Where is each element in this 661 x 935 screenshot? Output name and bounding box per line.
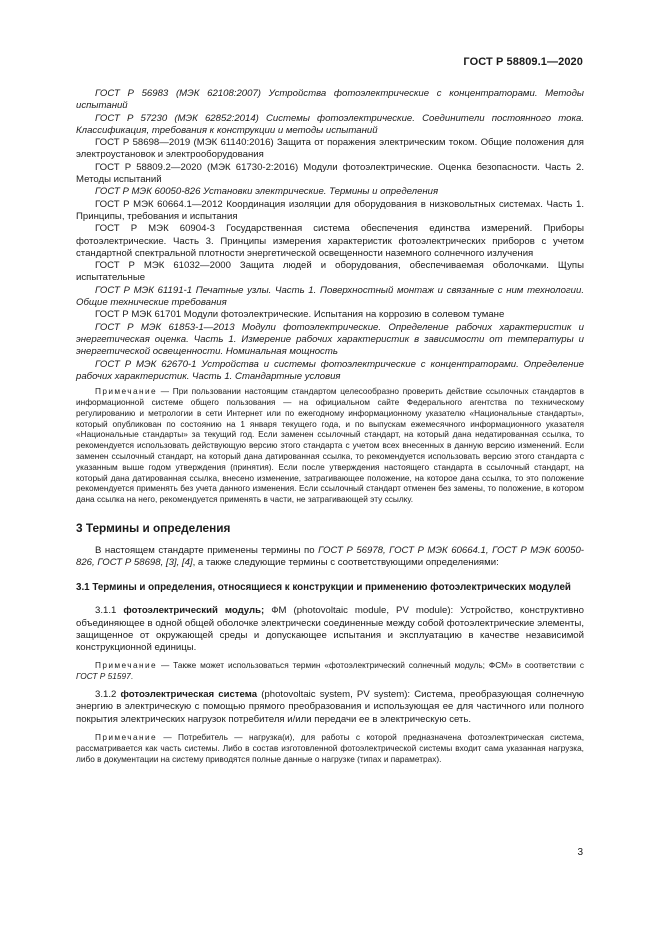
intro-text-end: , а также следующие термины с соответствующими определениями:: [192, 557, 499, 569]
term-definition-3-1-1: [76, 605, 584, 654]
term-note-3-1-1: [76, 660, 584, 682]
note-reference: ГОСТ Р 51597: [76, 671, 131, 682]
note-text: — При пользовании настоящим стандартом целесообразно проверить действие ссылочных стандартов в информационной системе общего пользования — на официальном сайте Федерального агентства по техническому регулированию и метрологии в сети Интернет или по ежегодному информационному указателю «Национальные стандарты», который опубликован по состоянию на 1 января текущего года, и по выпускам ежемесячного информационного указателя «Национальные стандарты» за текущий год. Если заменен ссылочный стандарт, на который дана недатированная ссылка, то рекомендуется использовать действующую версию этого стандарта с учетом всех внесенных в данную версию изменений. Если заменен ссылочный стандарт, на который дана датированная ссылка, то рекомендуется использовать версию этого стандарта с указанным выше годом утверждения (принятия). Если после утверждения настоящего стандарта в ссылочный стандарт, на который дана датированная ссылка, внесено изменение, затрагивающее положение, на которое дана ссылка, то это положение рекомендуется применять без учета данного изменения. Если ссылочный стандарт отменен без замены, то положение, в котором дана ссылка на него, рекомендуется применять в части, не затрагивающей эту ссылку.: [76, 386, 584, 505]
reference-item: ГОСТ Р 57230 (МЭК 62852:2014) Системы фотоэлектрические. Соединители постоянного тока. Классификация, требования к конструкции и методы испытаний: [76, 112, 584, 136]
term-definition-3-1-2: [76, 689, 584, 726]
note-label: Примечание: [95, 660, 158, 671]
reference-item: ГОСТ Р МЭК 61853-1—2013 Модули фотоэлектрические. Определение рабочих характеристик и энергетическая оценка. Часть 1. Измерение рабочих характеристик в зависимости от температуры и энергетической освещенности. Номинальная мощность: [76, 321, 584, 358]
reference-item: ГОСТ Р 58698—2019 (МЭК 61140:2016) Защита от поражения электрическим током. Общие положения для электроустановок и электрооборудования: [76, 137, 584, 161]
references-note: [76, 386, 584, 505]
term-name: фотоэлектрический модуль;: [123, 605, 265, 617]
page-number: 3: [577, 847, 583, 858]
document-code-header: ГОСТ Р 58809.1—2020: [463, 56, 583, 68]
section-intro: [76, 545, 584, 570]
section-title: 3 Термины и определения: [76, 520, 231, 535]
term-number: 3.1.2: [95, 689, 121, 701]
intro-text: В настоящем стандарте применены термины по: [95, 545, 319, 557]
reference-item: ГОСТ Р МЭК 61032—2000 Защита людей и оборудования, обеспечиваемая оболочками. Щупы испытательные: [76, 260, 584, 284]
note-text: — Также может использоваться термин «фотоэлектрический солнечный модуль; ФСМ» в соответствии с: [157, 660, 584, 671]
term-number: 3.1.1: [95, 605, 124, 617]
reference-item: ГОСТ Р МЭК 61191-1 Печатные узлы. Часть 1. Поверхностный монтаж и связанные с ним технологии. Общие технические требования: [76, 284, 584, 309]
intro-references: ГОСТ Р 56978, ГОСТ Р МЭК 60664.1, ГОСТ Р МЭК 60050-826, ГОСТ Р 58698, [3], [4]: [76, 545, 584, 569]
subsection-title: 3.1 Термины и определения, относящиеся к конструкции и применению фотоэлектрических модулей: [76, 581, 571, 593]
term-name: фотоэлектрическая система: [120, 689, 258, 701]
normative-references-list: [76, 88, 584, 383]
note-label: Примечание: [95, 731, 158, 742]
reference-item: ГОСТ Р 58809.2—2020 (МЭК 61730-2:2016) Модули фотоэлектрические. Оценка безопасности. Часть 2. Методы испытаний: [76, 161, 584, 186]
term-note-3-1-2: [76, 732, 584, 764]
document-body: [76, 88, 584, 764]
reference-item: ГОСТ Р МЭК 60904-3 Государственная система обеспечения единства измерений. Приборы фотоэлектрические. Часть 3. Принципы измерения характеристик фотоэлектрических приборов с учетом стандартной спектральной плотности энергетической освещенности наземного солнечного излучения: [76, 223, 584, 259]
note-text-end: .: [130, 671, 134, 682]
note-label: Примечание: [95, 386, 158, 397]
reference-item: ГОСТ Р МЭК 61701 Модули фотоэлектрические. Испытания на коррозию в солевом тумане: [95, 309, 505, 321]
reference-item: ГОСТ Р 56983 (МЭК 62108:2007) Устройства фотоэлектрические с концентраторами. Методы испытаний: [76, 88, 584, 112]
reference-item: ГОСТ Р МЭК 60664.1—2012 Координация изоляции для оборудования в низковольтных системах. Часть 1. Принципы, требования и испытания: [76, 198, 584, 222]
note-text: — Потребитель — нагрузка(и), для работы с которой предназначена фотоэлектрическая система, рассматривается как часть системы. Либо в состав изготовленной фотоэлектрической системы входит сама указанная нагрузка, либо в документации на систему приводятся полные данные о нагрузке (типах и параметрах).: [76, 731, 584, 764]
term-text: (photovoltaic system, PV system): Система, преобразующая солнечную энергию в электрическую с помощью прямого преобразования и использующая ее для частичного или полного покрытия электрических нагрузок потребителя и/или передачи ее в электрическую сеть.: [76, 689, 584, 725]
term-text: ФМ (photovoltaic module, PV module): Устройство, конструктивно объединяющее в одной общей оболочке электрически соединенные между собой фотоэлектрические элементы, защищенное от окружающей среды и допускающее испытания и эксплуатацию в качестве независимой конструкционной единицы.: [76, 605, 584, 654]
reference-item: ГОСТ Р МЭК 60050-826 Установки электрические. Термины и определения: [95, 186, 439, 198]
reference-item: ГОСТ Р МЭК 62670-1 Устройства и системы фотоэлектрические с концентраторами. Определение рабочих характеристик. Часть 1. Стандартные условия: [76, 358, 584, 382]
